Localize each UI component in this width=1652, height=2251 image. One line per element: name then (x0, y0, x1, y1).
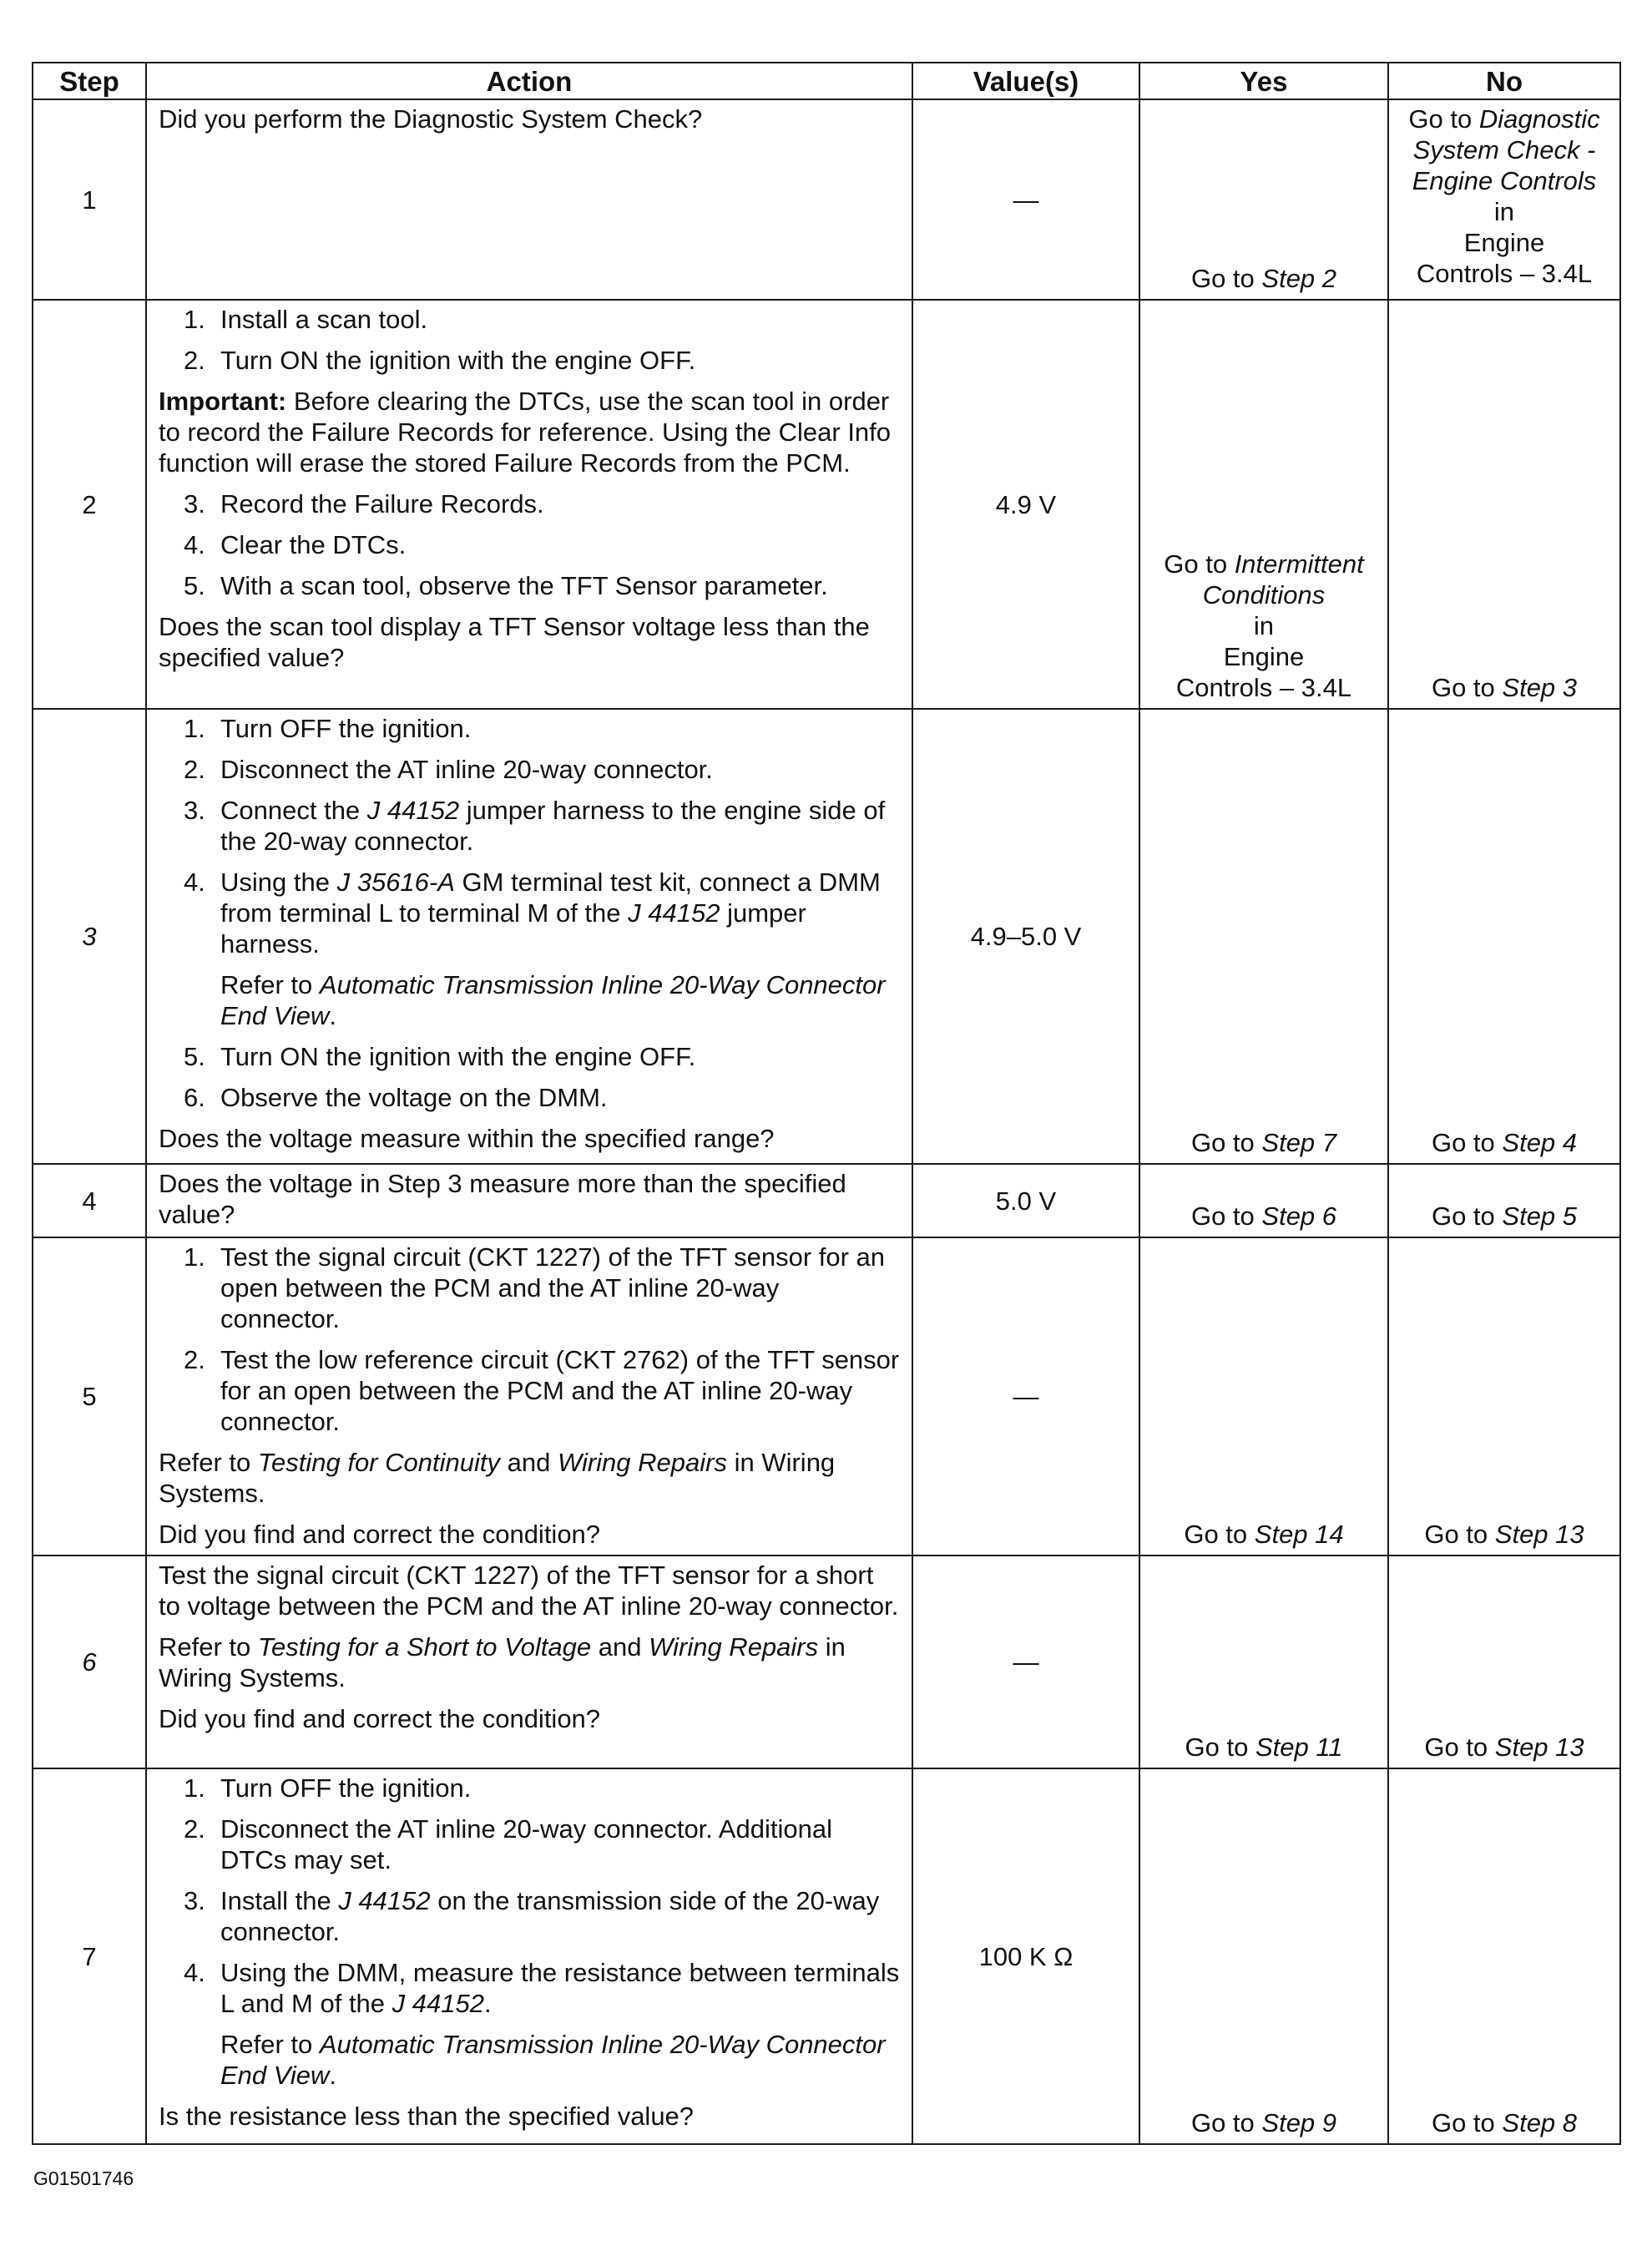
no-cell (1388, 709, 1620, 1164)
no-cell (1388, 99, 1620, 300)
step-number: 2 (33, 300, 146, 709)
action-list-item: 1. Install a scan tool. (184, 305, 428, 334)
doc-ref: Automatic Transmission Inline 20-Way Connector End View (220, 970, 886, 1030)
step-number: 1 (33, 99, 146, 300)
action-list-item: 3. Install the J 44152 on the transmission side of the 20-way connector. (184, 1886, 880, 1946)
yes-cell (1139, 1237, 1388, 1555)
yes-line: Go to (1164, 549, 1228, 579)
tool-ref: J 44152 (338, 1886, 431, 1915)
no-cell (1388, 1768, 1620, 2144)
no-ref: Diagnostic (1478, 104, 1600, 134)
no-line: in (1493, 197, 1515, 226)
action-paragraph: Test the signal circuit (CKT 1227) of the TFT sensor for a short to voltage between the PCM and the AT inline 20-way connector. (159, 1561, 899, 1621)
yes-prefix: Go to (1190, 264, 1255, 293)
figure-id: G01501746 (33, 2168, 134, 2189)
step-number: 4 (33, 1164, 146, 1237)
action-cell (146, 1237, 912, 1555)
no-prefix: Go to (1431, 1201, 1495, 1231)
table-row (33, 99, 1620, 300)
yes-prefix: Go to (1185, 1733, 1249, 1762)
action-list-item: 3. Connect the J 44152 jumper harness to the engine side of the 20-way connector. (184, 796, 886, 856)
no-cell (1388, 300, 1620, 709)
yes-prefix: Go to (1190, 1128, 1255, 1157)
no-ref: System Check - (1412, 135, 1596, 164)
table-row (33, 300, 1620, 709)
yes-cell (1139, 1555, 1388, 1768)
refer-note: Refer to Automatic Transmission Inline 20-Way Connector End View. (220, 2030, 886, 2090)
doc-ref: Wiring Repairs (649, 1632, 819, 1662)
important-text: Before clearing the DTCs, use the scan tool in order to record the Failure Records for reference. Using the Clear Info function will erase the stored Failure Records from the PCM. (159, 387, 892, 478)
step-number: 7 (33, 1768, 146, 2144)
no-line: Controls – 3.4L (1416, 259, 1593, 288)
action-list-item: 2. Turn ON the ignition with the engine OFF. (184, 346, 696, 375)
yes-cell (1139, 300, 1388, 709)
yes-step-ref: Step 11 (1255, 1733, 1343, 1762)
action-list-item: 1. Test the signal circuit (CKT 1227) of the TFT sensor for an open between the PCM and the AT inline 20-way connector. (184, 1242, 886, 1333)
yes-prefix: Go to (1190, 2108, 1255, 2137)
action-list-item: 5. With a scan tool, observe the TFT Sensor parameter. (184, 571, 828, 600)
value-cell: 5.0 V (912, 1164, 1139, 1237)
yes-prefix: Go to (1184, 1520, 1248, 1549)
no-line: Engine (1463, 228, 1545, 257)
refer-note: Refer to Testing for Continuity and Wiring Repairs in Wiring Systems. (159, 1448, 836, 1508)
yes-line: in (1253, 611, 1275, 640)
no-prefix: Go to (1431, 1128, 1495, 1157)
action-question: Does the voltage measure within the specified range? (159, 1124, 775, 1153)
action-question: Does the voltage in Step 3 measure more than the specified value? (159, 1169, 846, 1229)
tool-ref: J 44152 (366, 796, 460, 825)
table-header-row (33, 63, 1620, 99)
yes-step-ref: Step 7 (1261, 1128, 1337, 1157)
doc-ref: Wiring Repairs (557, 1448, 727, 1477)
yes-prefix: Go to (1190, 1201, 1255, 1231)
value-cell: — (912, 99, 1139, 300)
no-step-ref: Step 13 (1494, 1520, 1584, 1549)
no-prefix: Go to (1431, 2108, 1495, 2137)
no-prefix: Go to (1424, 1733, 1488, 1762)
action-cell (146, 1164, 912, 1237)
action-question: Did you find and correct the condition? (159, 1704, 601, 1733)
important-label: Important: (159, 387, 287, 416)
action-list-item: 4. Clear the DTCs. (184, 530, 407, 559)
value-cell: 4.9–5.0 V (912, 709, 1139, 1164)
action-question: Did you find and correct the condition? (159, 1520, 601, 1549)
yes-cell (1139, 709, 1388, 1164)
action-list-item: 2. Disconnect the AT inline 20-way connector. Additional DTCs may set. (184, 1814, 832, 1874)
refer-note: Refer to Testing for a Short to Voltage and Wiring Repairs in Wiring Systems. (159, 1632, 846, 1692)
action-cell (146, 709, 912, 1164)
no-step-ref: Step 4 (1502, 1128, 1578, 1157)
yes-line: Controls – 3.4L (1175, 673, 1352, 702)
value-cell: 4.9 V (912, 300, 1139, 709)
step-number: 3 (33, 709, 146, 1164)
table-row (33, 1555, 1620, 1768)
no-step-ref: Step 5 (1502, 1201, 1578, 1231)
tool-ref: J 35616-A (336, 868, 455, 897)
no-ref: Engine Controls (1412, 166, 1597, 195)
step-number: 5 (33, 1237, 146, 1555)
no-step-ref: Step 13 (1494, 1733, 1584, 1762)
value-cell: — (912, 1555, 1139, 1768)
header-values: Value(s) (912, 63, 1139, 99)
action-list-item: 5. Turn ON the ignition with the engine OFF. (184, 1042, 696, 1071)
header-action: Action (146, 63, 912, 99)
action-list-item: 2. Disconnect the AT inline 20-way connector. (184, 755, 713, 784)
action-list-item: 1. Turn OFF the ignition. (184, 1773, 472, 1803)
no-line: Go to (1408, 104, 1473, 134)
no-prefix: Go to (1424, 1520, 1488, 1549)
value-cell: — (912, 1237, 1139, 1555)
action-cell (146, 300, 912, 709)
yes-step-ref: Step 6 (1261, 1201, 1337, 1231)
table-row (33, 1768, 1620, 2144)
yes-cell (1139, 1164, 1388, 1237)
action-list-item: 4. Using the J 35616-A GM terminal test kit, connect a DMM from terminal L to terminal M of the J 44152 jumper harness. (184, 868, 881, 959)
yes-cell (1139, 1768, 1388, 2144)
yes-ref: Intermittent (1234, 549, 1364, 579)
table-row (33, 1164, 1620, 1237)
header-no: No (1388, 63, 1620, 99)
yes-step-ref: Step 9 (1261, 2108, 1337, 2137)
action-list-item: 4. Using the DMM, measure the resistance between terminals L and M of the J 44152. (184, 1958, 900, 2018)
tool-ref: J 44152 (628, 898, 720, 928)
header-step: Step (33, 63, 146, 99)
diagnostic-table (32, 62, 1621, 2145)
action-list-item: 2. Test the low reference circuit (CKT 2762) of the TFT sensor for an open between the PCM and the AT inline 20-way connector. (184, 1345, 900, 1436)
step-number: 6 (33, 1555, 146, 1768)
no-prefix: Go to (1431, 673, 1495, 702)
header-yes: Yes (1139, 63, 1388, 99)
action-cell (146, 1555, 912, 1768)
table-row (33, 1237, 1620, 1555)
no-cell (1388, 1555, 1620, 1768)
yes-line: Engine (1223, 642, 1305, 671)
action-cell (146, 1768, 912, 2144)
action-list-item: 1. Turn OFF the ignition. (184, 714, 472, 743)
action-question: Does the scan tool display a TFT Sensor voltage less than the specified value? (159, 612, 870, 672)
action-list-item: 6. Observe the voltage on the DMM. (184, 1083, 608, 1112)
table-row (33, 709, 1620, 1164)
no-step-ref: Step 8 (1502, 2108, 1578, 2137)
yes-step-ref: Step 14 (1254, 1520, 1344, 1549)
tool-ref: J 44152 (392, 1989, 484, 2018)
doc-ref: Automatic Transmission Inline 20-Way Connector End View (220, 2030, 886, 2090)
no-step-ref: Step 3 (1502, 673, 1578, 702)
action-question: Is the resistance less than the specified value? (159, 2102, 695, 2131)
yes-cell (1139, 99, 1388, 300)
yes-ref: Conditions (1202, 580, 1326, 610)
no-cell (1388, 1237, 1620, 1555)
no-cell (1388, 1164, 1620, 1237)
value-cell: 100 K Ω (912, 1768, 1139, 2144)
doc-ref: Testing for Continuity (257, 1448, 500, 1477)
action-question: Did you perform the Diagnostic System Check? (159, 104, 703, 134)
action-cell (146, 99, 912, 300)
action-list-item: 3. Record the Failure Records. (184, 489, 544, 518)
yes-step-ref: Step 2 (1261, 264, 1337, 293)
refer-note: Refer to Automatic Transmission Inline 20-Way Connector End View. (220, 970, 886, 1030)
important-note (159, 386, 900, 478)
doc-ref: Testing for a Short to Voltage (257, 1632, 592, 1662)
